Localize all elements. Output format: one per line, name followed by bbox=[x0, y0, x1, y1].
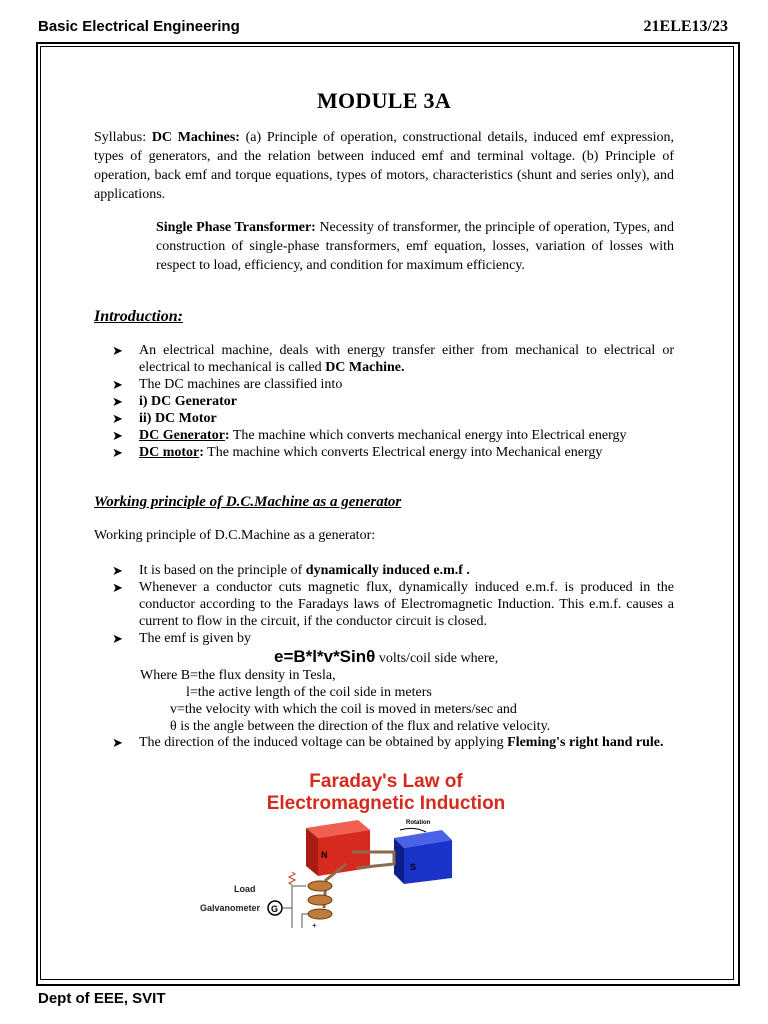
arrow-bullet-icon: ➤ bbox=[112, 343, 123, 358]
syllabus-transformer-label: Single Phase Transformer: bbox=[156, 220, 316, 235]
arrow-bullet-icon: ➤ bbox=[112, 394, 123, 409]
footer-department: Dept of EEE, SVIT bbox=[38, 990, 166, 1007]
arrow-bullet-icon: ➤ bbox=[112, 445, 123, 460]
where-line-4: θ is the angle between the direction of the flux and relative velocity. bbox=[170, 719, 551, 734]
list-item: ➤ DC Generator: The machine which converts mechanical energy into Electrical energy bbox=[112, 428, 627, 443]
arrow-bullet-icon: ➤ bbox=[112, 563, 123, 578]
arrow-bullet-icon: ➤ bbox=[112, 377, 123, 392]
working-principle-heading: Working principle of D.C.Machine as a generator bbox=[94, 494, 402, 510]
south-pole-label: S bbox=[410, 862, 417, 872]
where-line-3: v=the velocity with which the coil is moved in meters/sec and bbox=[170, 702, 517, 717]
list-item: ➤ The emf is given by bbox=[112, 631, 251, 646]
syllabus-transformer-paragraph bbox=[156, 218, 674, 275]
syllabus-dc-paragraph bbox=[94, 128, 674, 204]
working-principle-list bbox=[112, 562, 674, 647]
where-line-1: Where B=the flux density in Tesla, bbox=[140, 668, 336, 683]
rotation-label: Rotation bbox=[406, 820, 431, 826]
syllabus-dc-text: (a) Principle of operation, constructional details, induced emf expression, types of generators, and the relation between induced emf and terminal voltage. (b) Principle of operation, back emf and torque equations, types of motors, characteristics (shunt and series only), and applications. bbox=[94, 130, 675, 202]
arrow-bullet-icon: ➤ bbox=[112, 428, 123, 443]
syllabus-dc-label: DC Machines: bbox=[151, 130, 240, 145]
emf-equation: e=B*l*v*Sinθ volts/coil side where, bbox=[274, 647, 499, 666]
fleming-rule-list bbox=[112, 734, 674, 751]
figure-title-line-1: Faraday's Law of bbox=[309, 771, 463, 792]
list-item: ➤ The DC machines are classified into bbox=[112, 377, 343, 392]
list-item: ➤ The direction of the induced voltage can be obtained by applying Fleming's right hand rule. bbox=[112, 735, 664, 750]
slip-ring-icon bbox=[308, 881, 332, 891]
module-title: MODULE 3A bbox=[316, 88, 452, 113]
emf-formula-block bbox=[140, 648, 550, 735]
arrow-bullet-icon: ➤ bbox=[112, 411, 123, 426]
working-principle-intro: Working principle of D.C.Machine as a generator: bbox=[94, 528, 376, 543]
north-pole-label: N bbox=[321, 850, 328, 860]
galvanometer-symbol: G bbox=[271, 904, 279, 914]
load-label: Load bbox=[234, 884, 256, 894]
introduction-heading: Introduction: bbox=[94, 308, 183, 325]
syllabus-transformer-text: Necessity of transformer, the principle of operation, Types, and construction of single-phase transformers, emf equation, losses, variation of losses with respect to load, efficiency, and condition for maximum efficiency. bbox=[156, 220, 674, 273]
list-item: ➤ Whenever a conductor cuts magnetic flux, dynamically induced e.m.f. is produced in the conductor according to the Faradays laws of Electromagnetic Induction. This e.m.f. causes a current to flow in the circuit, if the conductor circuit is closed. bbox=[112, 580, 674, 629]
arrow-bullet-icon: ➤ bbox=[112, 631, 123, 646]
where-line-2: l=the active length of the coil side in meters bbox=[186, 685, 432, 700]
galvanometer-label: Galvanometer bbox=[200, 903, 261, 913]
list-item: ➤ ii) DC Motor bbox=[112, 411, 217, 426]
induction-diagram bbox=[156, 768, 616, 930]
header-course-title: Basic Electrical Engineering bbox=[38, 18, 240, 35]
list-item: ➤ It is based on the principle of dynamically induced e.m.f . bbox=[112, 563, 470, 578]
arrow-bullet-icon: ➤ bbox=[112, 735, 123, 750]
syllabus-prefix: Syllabus: bbox=[94, 130, 152, 145]
list-item: ➤ i) DC Generator bbox=[112, 394, 237, 409]
introduction-list bbox=[112, 342, 674, 461]
list-item: ➤ An electrical machine, deals with energy transfer either from mechanical to electrical or electrical to mechanical is called DC Machine. bbox=[112, 343, 674, 375]
faraday-law-figure bbox=[156, 768, 616, 930]
load-resistor-icon bbox=[289, 872, 295, 885]
south-magnet bbox=[394, 830, 452, 884]
figure-title-line-2: Electromagnetic Induction bbox=[266, 793, 506, 814]
list-item: ➤ DC motor: The machine which converts Electrical energy into Mechanical energy bbox=[112, 445, 603, 460]
plus-terminal-label: + bbox=[312, 921, 317, 930]
arrow-bullet-icon: ➤ bbox=[112, 580, 123, 595]
header-course-code: 21ELE13/23 bbox=[643, 18, 728, 35]
